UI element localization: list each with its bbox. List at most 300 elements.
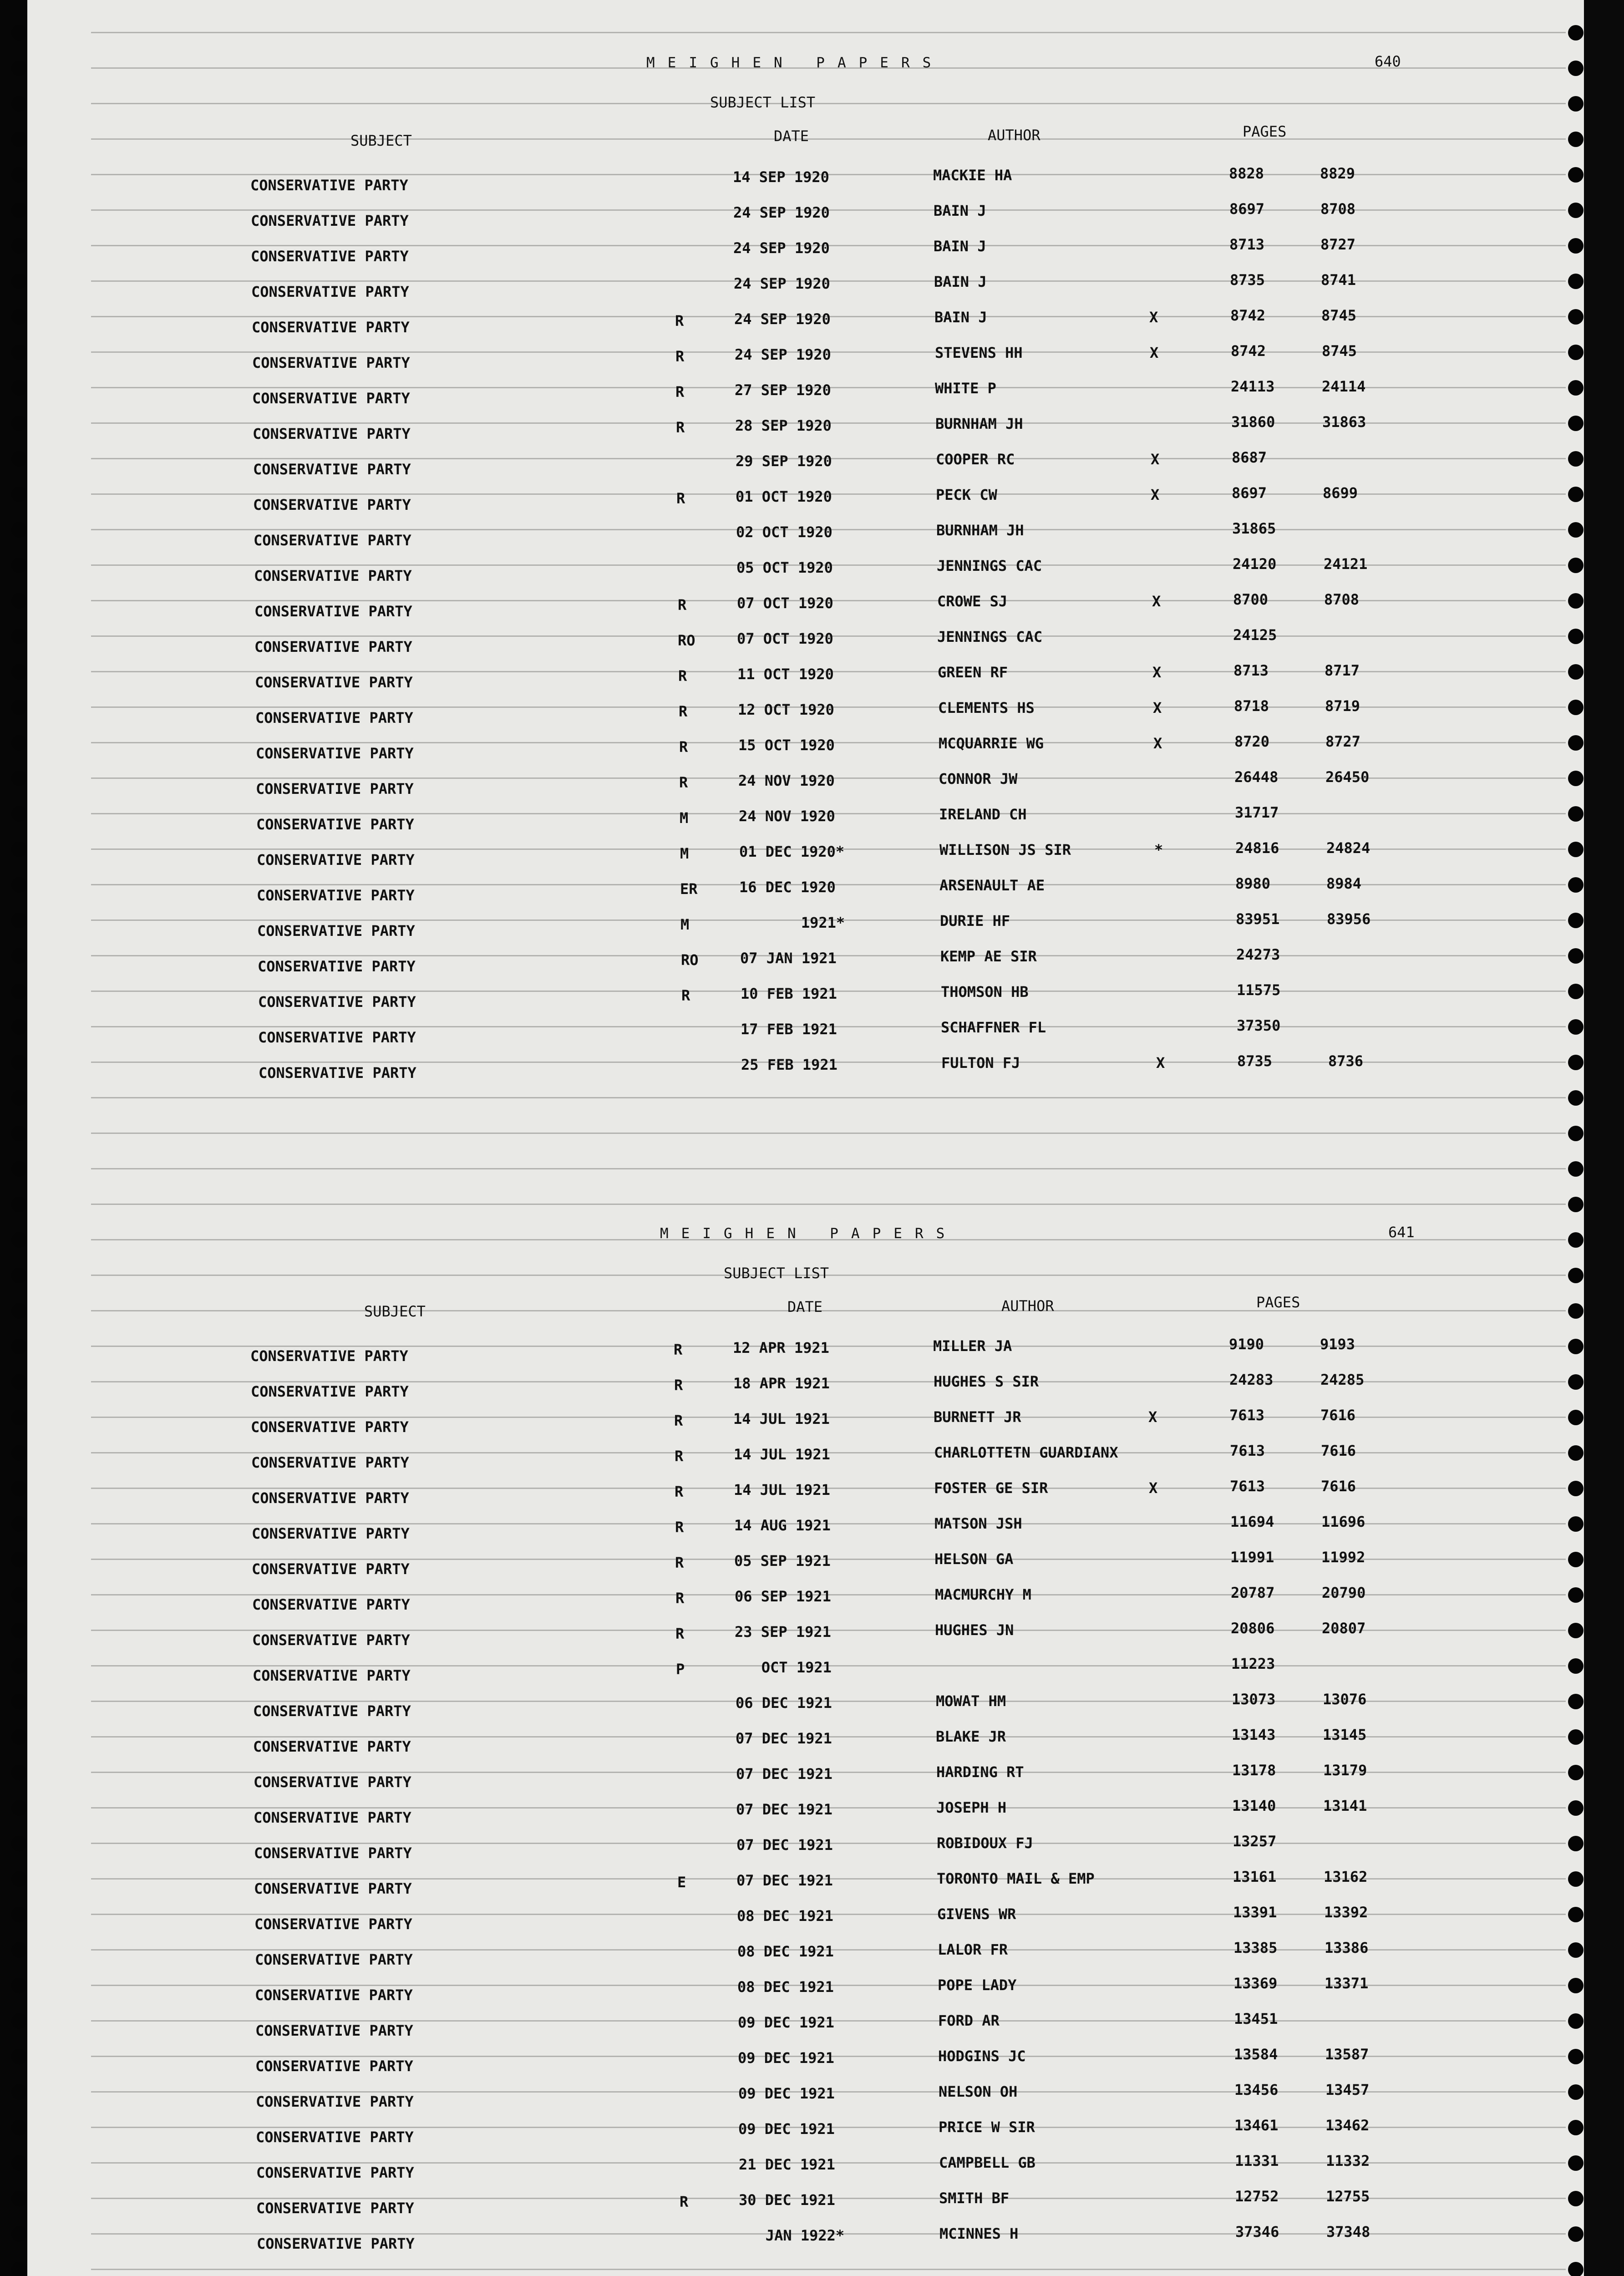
subject-cell: CONSERVATIVE PARTY — [250, 177, 408, 194]
page-start-cell: 31860 — [1231, 413, 1275, 431]
header-author: AUTHOR — [1001, 1297, 1054, 1315]
page-start-cell: 13140 — [1232, 1797, 1276, 1814]
feed-hole — [11, 1126, 27, 1141]
page-start-cell: 37350 — [1237, 1017, 1281, 1034]
table-row — [27, 1975, 1584, 2004]
page-end-cell: 24824 — [1326, 839, 1370, 857]
feed-hole — [11, 522, 27, 538]
author-cell: TORONTO MAIL & EMP — [937, 1870, 1095, 1887]
page-start-cell: 13391 — [1233, 1904, 1277, 1921]
subject-cell: CONSERVATIVE PARTY — [251, 1489, 409, 1507]
page-end-cell: 8719 — [1325, 697, 1360, 715]
author-cell: FOSTER GE SIR — [934, 1479, 1048, 1497]
page-start-cell: 11331 — [1235, 2152, 1279, 2169]
table-row — [27, 2010, 1584, 2039]
page-end-cell: 11992 — [1321, 1549, 1365, 1566]
page-end-cell: 9193 — [1320, 1336, 1355, 1353]
date-cell: 05 OCT 1920 — [736, 559, 833, 576]
feed-hole — [11, 1694, 27, 1709]
page-start-cell: 13369 — [1233, 1975, 1278, 1992]
table-row — [27, 1513, 1584, 1542]
page-end-cell: 8736 — [1328, 1052, 1364, 1070]
page-start-cell: 7613 — [1229, 1407, 1265, 1424]
page-start-cell: 13461 — [1234, 2117, 1279, 2134]
feed-hole — [1568, 1090, 1583, 1106]
feed-hole — [11, 1055, 27, 1070]
date-cell: 08 DEC 1921 — [737, 1978, 834, 1996]
feed-hole — [11, 1445, 27, 1461]
author-cell: HUGHES JN — [935, 1621, 1014, 1639]
date-cell: 24 SEP 1920 — [734, 275, 830, 292]
table-row — [27, 981, 1584, 1011]
table-row — [27, 768, 1584, 798]
feed-hole — [1568, 2262, 1583, 2276]
date-cell: 05 SEP 1921 — [734, 1552, 831, 1570]
subject-cell: CONSERVATIVE PARTY — [254, 1880, 412, 1897]
author-cell: HARDING RT — [936, 1763, 1024, 1781]
feed-hole — [11, 380, 27, 396]
header-pages: PAGES — [1243, 123, 1287, 140]
feed-hole — [11, 1303, 27, 1319]
feed-hole — [11, 238, 27, 254]
subject-cell: CONSERVATIVE PARTY — [257, 851, 415, 869]
author-cell: JENNINGS CAC — [937, 628, 1043, 645]
author-cell: CAMPBELL GB — [939, 2154, 1035, 2171]
author-cell: BAIN J — [934, 309, 987, 326]
table-row — [27, 697, 1584, 726]
table-row — [27, 2117, 1584, 2146]
table-row — [27, 1478, 1584, 1507]
feed-hole — [11, 771, 27, 786]
page-start-cell: 13257 — [1233, 1833, 1277, 1850]
page-start-cell: 13143 — [1232, 1726, 1276, 1743]
page-start-cell: 8980 — [1235, 875, 1271, 892]
feed-hole — [11, 1232, 27, 1248]
date-cell: 14 JUL 1921 — [734, 1481, 830, 1499]
date-cell: 07 JAN 1921 — [740, 950, 837, 967]
table-row — [27, 2188, 1584, 2217]
subject-cell: CONSERVATIVE PARTY — [255, 2022, 413, 2039]
feed-hole — [11, 913, 27, 928]
page-start-cell: 13161 — [1233, 1868, 1277, 1885]
author-cell: PECK CW — [936, 486, 997, 503]
author-cell: STEVENS HH — [935, 344, 1023, 361]
date-cell: 01 DEC 1920* — [739, 843, 845, 860]
date-cell: 15 OCT 1920 — [738, 737, 835, 754]
feed-hole — [11, 1871, 27, 1887]
flag-cell: R — [679, 703, 688, 720]
table-row — [27, 875, 1584, 904]
report-title: MEIGHEN PAPERS — [660, 1225, 958, 1242]
page-end-cell: 7616 — [1321, 1478, 1356, 1495]
flag-cell: R — [674, 1377, 683, 1394]
flag-cell: R — [678, 596, 687, 614]
flag-cell: RO — [678, 632, 695, 649]
feed-hole — [11, 593, 27, 609]
date-cell: 02 OCT 1920 — [736, 523, 832, 541]
feed-hole — [11, 1800, 27, 1816]
feed-hole — [11, 2262, 27, 2276]
date-cell: 08 DEC 1921 — [737, 1907, 833, 1925]
table-row — [27, 839, 1584, 869]
page-start-cell: 13451 — [1234, 2010, 1278, 2027]
feed-hole — [11, 2084, 27, 2100]
subject-cell: CONSERVATIVE PARTY — [253, 461, 411, 478]
author-cell: CLEMENTS HS — [938, 699, 1035, 716]
author-cell: LALOR FR — [938, 1941, 1008, 1958]
date-cell: 07 DEC 1921 — [736, 1765, 832, 1783]
author-cell: GREEN RF — [938, 664, 1008, 681]
page-start-cell: 8742 — [1231, 342, 1266, 360]
author-cell: WILLISON JS SIR — [939, 841, 1071, 859]
feed-hole — [11, 25, 27, 41]
date-cell: 06 DEC 1921 — [736, 1694, 832, 1712]
date-cell: 28 SEP 1920 — [735, 417, 832, 434]
page-end-cell: 24121 — [1324, 555, 1368, 573]
table-row — [27, 1371, 1584, 1400]
page-start-cell: 8713 — [1233, 662, 1269, 679]
feed-hole — [11, 61, 27, 76]
feed-hole — [1568, 1268, 1583, 1283]
date-cell: 09 DEC 1921 — [738, 2120, 835, 2138]
subject-cell: CONSERVATIVE PARTY — [253, 425, 411, 442]
page-start-cell: 26448 — [1234, 768, 1279, 786]
subject-cell: CONSERVATIVE PARTY — [256, 780, 414, 798]
table-row — [27, 555, 1584, 584]
date-cell: 09 DEC 1921 — [738, 2014, 834, 2031]
table-row — [27, 449, 1584, 478]
feed-hole — [11, 1374, 27, 1390]
flag-cell: R — [678, 667, 687, 685]
date-cell: 11 OCT 1920 — [737, 666, 834, 683]
date-cell: 17 FEB 1921 — [741, 1021, 837, 1038]
page-end-cell: 13386 — [1325, 1939, 1369, 1956]
subject-cell: CONSERVATIVE PARTY — [253, 1738, 411, 1755]
subject-cell: CONSERVATIVE PARTY — [252, 1560, 410, 1578]
table-row — [27, 910, 1584, 940]
x-mark-cell: X — [1149, 309, 1158, 326]
table-row — [27, 1655, 1584, 1684]
table-row — [27, 1691, 1584, 1720]
page-start-cell: 11223 — [1231, 1655, 1275, 1672]
x-mark-cell: X — [1150, 344, 1159, 361]
feed-hole — [11, 274, 27, 289]
page-start-cell: 13073 — [1232, 1691, 1276, 1708]
page-start-cell: 8828 — [1229, 165, 1264, 182]
header-date: DATE — [787, 1298, 823, 1316]
feed-hole — [1568, 1197, 1583, 1212]
author-cell: MACKIE HA — [933, 167, 1012, 184]
page-end-cell: 13145 — [1323, 1726, 1367, 1743]
table-row — [27, 1939, 1584, 1968]
page-start-cell: 11694 — [1230, 1513, 1274, 1530]
page-end-cell: 8741 — [1321, 271, 1356, 289]
table-row — [27, 342, 1584, 371]
ruled-line — [91, 1204, 1566, 1205]
page-end-cell: 13076 — [1323, 1691, 1367, 1708]
author-cell: MATSON JSH — [934, 1515, 1022, 1532]
table-row — [27, 1407, 1584, 1436]
table-row — [27, 591, 1584, 620]
page-end-cell: 13457 — [1325, 2081, 1370, 2098]
x-mark-cell: X — [1153, 735, 1162, 752]
subject-cell: CONSERVATIVE PARTY — [251, 1418, 409, 1436]
flag-cell: P — [676, 1661, 685, 1678]
subject-cell: CONSERVATIVE PARTY — [256, 745, 414, 762]
table-row — [27, 1904, 1584, 1933]
author-cell: FULTON FJ — [941, 1054, 1020, 1072]
table-row — [27, 1762, 1584, 1791]
feed-hole — [1568, 1232, 1583, 1248]
author-cell: CHARLOTTETN GUARDIANX — [934, 1444, 1118, 1461]
subject-cell: CONSERVATIVE PARTY — [251, 1454, 409, 1471]
feed-hole — [11, 1907, 27, 1922]
author-cell: MCINNES H — [939, 2225, 1019, 2242]
author-cell: CROWE SJ — [937, 593, 1008, 610]
table-row — [27, 236, 1584, 265]
page-end-cell: 24114 — [1322, 378, 1366, 395]
tractor-feed-right — [1566, 0, 1586, 2276]
page-end-cell: 8984 — [1326, 875, 1362, 892]
feed-hole — [11, 1410, 27, 1425]
subject-cell: CONSERVATIVE PARTY — [257, 922, 415, 940]
page-end-cell: 12755 — [1326, 2188, 1370, 2205]
subject-cell: CONSERVATIVE PARTY — [255, 1986, 413, 2004]
subject-cell: CONSERVATIVE PARTY — [254, 1844, 412, 1862]
feed-hole — [11, 700, 27, 715]
subject-cell: CONSERVATIVE PARTY — [252, 319, 410, 336]
author-cell: JOSEPH H — [936, 1799, 1007, 1816]
feed-hole — [11, 451, 27, 467]
feed-hole — [11, 132, 27, 147]
date-cell: 01 OCT 1920 — [736, 488, 832, 505]
author-cell: POPE LADY — [938, 1976, 1017, 1994]
flag-cell: R — [675, 1554, 684, 1571]
feed-hole — [11, 664, 27, 680]
subject-cell: CONSERVATIVE PARTY — [254, 532, 411, 549]
page-end-cell: 13392 — [1324, 1904, 1368, 1921]
date-cell: OCT 1921 — [735, 1659, 832, 1676]
subject-cell: CONSERVATIVE PARTY — [255, 2058, 413, 2075]
table-row — [27, 1017, 1584, 1046]
date-cell: 24 NOV 1920 — [738, 772, 835, 789]
feed-hole — [11, 629, 27, 644]
page-start-cell: 8735 — [1230, 271, 1265, 289]
date-cell: 1921* — [740, 914, 845, 931]
feed-hole — [11, 1516, 27, 1532]
author-cell: BAIN J — [934, 202, 986, 219]
author-cell: WHITE P — [935, 380, 996, 397]
subject-cell: CONSERVATIVE PARTY — [255, 1951, 413, 1968]
table-row — [27, 1833, 1584, 1862]
page-end-cell: 11696 — [1321, 1513, 1365, 1530]
header-date: DATE — [774, 127, 809, 145]
subject-cell: CONSERVATIVE PARTY — [252, 1596, 410, 1613]
date-cell: 07 DEC 1921 — [736, 1801, 832, 1818]
page-start-cell: 13178 — [1232, 1762, 1276, 1779]
feed-hole — [11, 1765, 27, 1780]
subject-cell: CONSERVATIVE PARTY — [251, 283, 409, 300]
feed-hole — [11, 2191, 27, 2206]
date-cell: 24 NOV 1920 — [739, 808, 835, 825]
page-start-cell: 8735 — [1237, 1052, 1273, 1070]
date-cell: 24 SEP 1920 — [735, 346, 831, 363]
feed-hole — [11, 1019, 27, 1035]
flag-cell: R — [680, 2193, 689, 2210]
ruled-line — [91, 103, 1566, 104]
x-mark-cell: X — [1152, 593, 1161, 610]
subject-cell: CONSERVATIVE PARTY — [256, 2093, 414, 2110]
feed-hole — [11, 984, 27, 999]
page-end-cell: 8699 — [1323, 484, 1358, 502]
ruled-line — [91, 32, 1566, 33]
list-title: SUBJECT LIST — [724, 1265, 829, 1282]
date-cell: 07 DEC 1921 — [736, 1836, 833, 1854]
subject-cell: CONSERVATIVE PARTY — [255, 674, 413, 691]
feed-hole — [11, 1161, 27, 1177]
table-row — [27, 1336, 1584, 1365]
author-cell: HODGINS JC — [938, 2047, 1026, 2065]
feed-hole — [11, 2013, 27, 2029]
feed-hole — [11, 2226, 27, 2242]
page-start-cell: 8697 — [1232, 484, 1267, 502]
date-cell: 07 DEC 1921 — [736, 1872, 833, 1889]
feed-hole — [11, 558, 27, 573]
ruled-line — [91, 138, 1566, 140]
feed-hole — [11, 2155, 27, 2171]
author-cell: MACMURCHY M — [935, 1586, 1031, 1603]
subject-cell: CONSERVATIVE PARTY — [254, 603, 412, 620]
page-end-cell: 8745 — [1322, 342, 1357, 360]
author-cell: IRELAND CH — [939, 806, 1027, 823]
flag-cell: R — [675, 1448, 684, 1465]
table-row — [27, 2081, 1584, 2110]
page-start-cell: 24273 — [1236, 946, 1280, 963]
page-start-cell: 13385 — [1233, 1939, 1278, 1956]
x-mark-cell: X — [1153, 699, 1162, 716]
page-start-cell: 31865 — [1232, 520, 1276, 537]
feed-hole — [11, 1268, 27, 1283]
ruled-line — [91, 1133, 1566, 1134]
feed-hole — [1568, 1161, 1583, 1177]
date-cell: 09 DEC 1921 — [738, 2085, 835, 2102]
page-start-cell: 83951 — [1236, 910, 1280, 928]
page-start-cell: 11575 — [1237, 981, 1281, 999]
feed-hole — [11, 203, 27, 218]
date-cell: 21 DEC 1921 — [739, 2156, 835, 2173]
date-cell: 23 SEP 1921 — [735, 1623, 831, 1641]
subject-cell: CONSERVATIVE PARTY — [257, 887, 415, 904]
date-cell: 07 OCT 1920 — [737, 594, 833, 612]
flag-cell: M — [680, 809, 689, 827]
subject-cell: CONSERVATIVE PARTY — [253, 1667, 411, 1684]
page-start-cell: 13584 — [1234, 2046, 1278, 2063]
flag-cell: R — [675, 1483, 684, 1500]
subject-cell: CONSERVATIVE PARTY — [255, 709, 413, 726]
subject-cell: CONSERVATIVE PARTY — [252, 1631, 410, 1649]
author-cell: SCHAFFNER FL — [941, 1019, 1046, 1036]
table-row — [27, 1620, 1584, 1649]
author-cell: MOWAT HM — [936, 1692, 1006, 1710]
feed-hole — [11, 1090, 27, 1106]
table-row — [27, 2046, 1584, 2075]
subject-cell: CONSERVATIVE PARTY — [251, 212, 409, 229]
page-end-cell: 13587 — [1325, 2046, 1369, 2063]
date-cell: 18 APR 1921 — [733, 1375, 830, 1392]
feed-hole — [11, 1552, 27, 1567]
feed-hole — [11, 416, 27, 431]
feed-hole — [1568, 1126, 1583, 1141]
author-cell: ARSENAULT AE — [939, 877, 1045, 894]
page-start-cell: 31717 — [1235, 804, 1279, 821]
feed-hole — [11, 1623, 27, 1638]
feed-hole — [11, 948, 27, 964]
date-cell: 29 SEP 1920 — [736, 452, 832, 470]
page-end-cell: 20807 — [1322, 1620, 1366, 1637]
feed-hole — [11, 735, 27, 751]
feed-hole — [11, 1658, 27, 1674]
author-cell: BURNETT JR — [934, 1408, 1021, 1426]
feed-hole — [11, 1197, 27, 1212]
table-row — [27, 2223, 1584, 2252]
subject-cell: CONSERVATIVE PARTY — [252, 354, 410, 371]
page-start-cell: 8697 — [1229, 200, 1265, 218]
feed-hole — [11, 877, 27, 893]
date-cell: 07 DEC 1921 — [736, 1730, 832, 1747]
page-end-cell: 20790 — [1322, 1584, 1366, 1601]
date-cell: 14 JUL 1921 — [733, 1410, 830, 1428]
author-cell: HELSON GA — [934, 1550, 1014, 1568]
page-start-cell: 24120 — [1233, 555, 1277, 573]
author-cell: CONNOR JW — [939, 770, 1018, 787]
tractor-feed-left — [9, 0, 29, 2276]
author-cell: GIVENS WR — [937, 1905, 1016, 1923]
page-end-cell: 7616 — [1321, 1442, 1356, 1459]
page-end-cell: 26450 — [1325, 768, 1370, 786]
page-end-cell: 13141 — [1323, 1797, 1367, 1814]
flag-cell: M — [680, 845, 689, 862]
feed-hole — [11, 1978, 27, 1993]
subject-cell: CONSERVATIVE PARTY — [257, 2235, 415, 2252]
author-cell: COOPER RC — [936, 451, 1015, 468]
author-cell: SMITH BF — [939, 2190, 1010, 2207]
subject-cell: CONSERVATIVE PARTY — [253, 1702, 411, 1720]
author-cell: HUGHES S SIR — [934, 1373, 1039, 1390]
page-end-cell: 31863 — [1322, 413, 1366, 431]
flag-cell: R — [681, 987, 690, 1004]
x-mark-cell: X — [1151, 486, 1160, 503]
page-end-cell: 8745 — [1321, 307, 1357, 324]
page-start-cell: 24816 — [1235, 839, 1279, 857]
subject-cell: CONSERVATIVE PARTY — [258, 993, 416, 1011]
flag-cell: R — [675, 1590, 685, 1607]
table-row — [27, 946, 1584, 975]
table-row — [27, 484, 1584, 513]
table-row — [27, 804, 1584, 833]
feed-hole — [11, 1942, 27, 1958]
x-mark-cell: X — [1149, 1479, 1158, 1497]
date-cell: 12 APR 1921 — [733, 1339, 829, 1356]
page-end-cell: 8717 — [1325, 662, 1360, 679]
flag-cell: R — [675, 348, 685, 365]
x-mark-cell: * — [1154, 841, 1163, 859]
header-subject: SUBJECT — [364, 1303, 426, 1320]
feed-hole — [11, 1481, 27, 1496]
subject-cell: CONSERVATIVE PARTY — [256, 816, 414, 833]
feed-hole — [11, 842, 27, 857]
author-cell: MILLER JA — [933, 1337, 1012, 1355]
subject-cell: CONSERVATIVE PARTY — [254, 1809, 411, 1826]
